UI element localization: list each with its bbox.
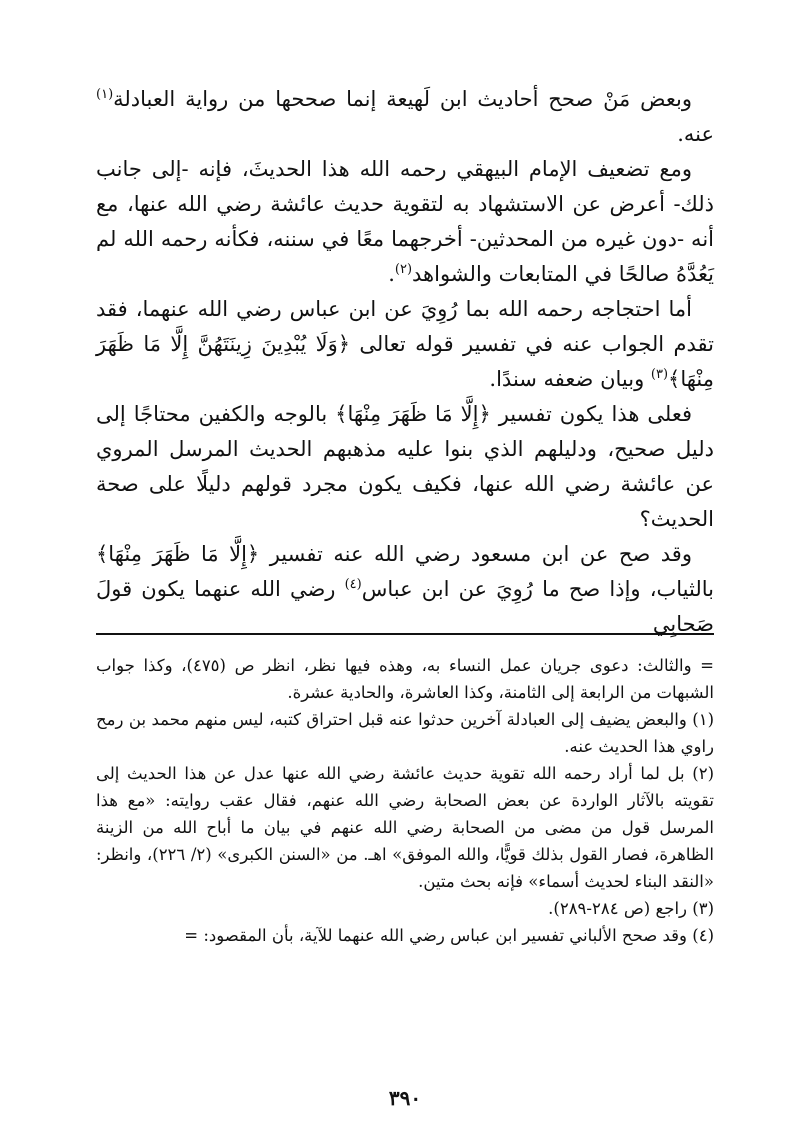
paragraph-5: وقد صح عن ابن مسعود رضي الله عنه تفسير ﴿إِلَّا مَا ظَهَرَ مِنْهَا﴾ بالثياب، وإذا صح ما رُوِيَ عن ابن عباس$^{(٤)}$ رضي الله عنهما يكون قولَ صَحابِي	[96, 542, 714, 636]
footnote-ref-3[interactable]: (٣)	[650, 367, 669, 382]
footnote-ref-2[interactable]: (٢)	[394, 262, 413, 277]
main-text	[96, 82, 714, 642]
paragraph-3: أما احتجاجه رحمه الله بما رُوِيَ عن ابن عباس رضي الله عنهما، فقد تقدم الجواب عنه في تفسير قوله تعالى ﴿وَلَا يُبْدِينَ زِينَتَهُنَّ إِلَّا مَا ظَهَرَ مِنْهَا﴾$^{(٣)}$ وبيان ضعفه سندًا.	[96, 297, 714, 391]
footnote-1: (١) والبعض يضيف إلى العبادلة آخرين حدثوا عنه قبل احتراق كتبه، ليس منهم محمد بن رمح راوي هذا الحديث عنه.	[96, 710, 714, 756]
quran-verse: ﴿إِلَّا مَا ظَهَرَ مِنْهَا﴾	[96, 542, 260, 566]
paragraph-1: وبعض مَنْ صحح أحاديث ابن لَهيعة إنما صححها من رواية العبادلة$^{(١)}$ عنه.	[96, 87, 714, 146]
footnote-4: (٤) وقد صحح الألباني تفسير ابن عباس رضي الله عنهما للآية، بأن المقصود: =	[184, 926, 714, 945]
footnote-divider	[96, 633, 714, 635]
quran-verse: ﴿وَلَا يُبْدِينَ زِينَتَهُنَّ إِلَّا مَا ظَهَرَ مِنْهَا﴾	[96, 332, 714, 391]
quran-verse: ﴿إِلَّا مَا ظَهَرَ مِنْهَا﴾	[335, 402, 491, 426]
footnote-ref-4[interactable]: (٤)	[344, 577, 362, 592]
footnote-3: (٣) راجع (ص ٢٨٤-٢٨٩).	[548, 899, 714, 918]
paragraph-4: فعلى هذا يكون تفسير ﴿إِلَّا مَا ظَهَرَ مِنْهَا﴾ بالوجه والكفين محتاجًا إلى دليل صحيح، ودليلهم الذي بنوا عليه مذهبهم الحديث المرسل المروي عن عائشة رضي الله عنها، فكيف يكون مجرد قولهم دليلًا على صحة الحديث؟	[96, 402, 714, 531]
footnote-ref-1[interactable]: (١)	[96, 87, 114, 102]
footnote-continuation: = والثالث: دعوى جريان عمل النساء به، وهذه فيها نظر، انظر ص (٤٧٥)، وكذا جواب الشبهات من الرابعة إلى الثامنة، وكذا العاشرة، والحادية عشرة.	[96, 656, 714, 702]
page-number: ٣٩٠	[388, 1086, 422, 1110]
footnote-2: (٢) بل لما أراد رحمه الله تقوية حديث عائشة رضي الله عنها عدل عن هذا الحديث إلى تقويته بالآثار الواردة عن بعض الصحابة رضي الله عنهم، فقال عقب روايته: «مع هذا المرسل قول من مضى من الصحابة رضي الله عنهم في بيان ما أباح الله من الزينة الظاهرة، فصار القول بذلك قويًّا، والله الموفق» اهـ. من «السنن الكبرى» (٢/ ٢٢٦)، وانظر: «النقد البناء لحديث أسماء» فإنه بحث متين.	[96, 764, 715, 891]
paragraph-2: ومع تضعيف الإمام البيهقي رحمه الله هذا الحديثَ، فإنه -إلى جانب ذلك- أعرض عن الاستشهاد به لتقوية حديث عائشة رضي الله عنها، مع أنه -دون غيره من المحدثين- أخرجهما معًا في سننه، فكأنه رحمه الله لم يَعُدَّهُ صالحًا في المتابعات والشواهد$^{(٢)}$.	[96, 157, 714, 286]
footnotes	[96, 652, 714, 949]
